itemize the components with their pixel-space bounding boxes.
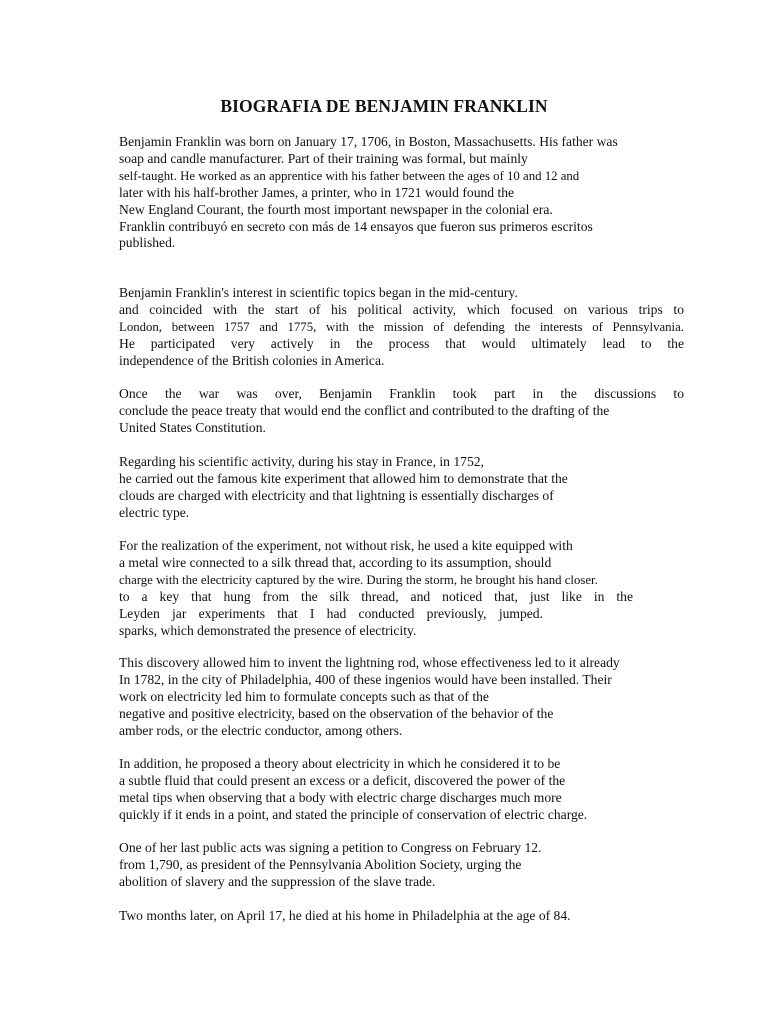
text-line: electric type. — [119, 504, 190, 520]
text-line: quickly if it ends in a point, and stated the principle of conservation of electric charge. — [119, 806, 588, 822]
paragraph-kite-experiment — [119, 454, 684, 522]
text-line: For the realization of the experiment, not without risk, he used a kite equipped with — [119, 538, 573, 553]
text-line: London, between 1757 and 1775, with the mission of defending the interests of Pennsylvania. — [119, 319, 684, 334]
text-line: sparks, which demonstrated the presence of electricity. — [119, 622, 417, 638]
text-line: soap and candle manufacturer. Part of their training was formal, but mainly — [119, 150, 528, 166]
text-line: self-taught. He worked as an apprentice with his father between the ages of 10 and 12 and — [119, 168, 580, 183]
text-line: metal tips when observing that a body with electric charge discharges much more — [119, 789, 562, 805]
text-line: Leyden jar experiments that I had conducted previously, jumped. — [119, 605, 543, 621]
text-line: Once the war was over, Benjamin Franklin took part in the discussions to — [119, 386, 684, 401]
paragraph-death — [119, 908, 684, 925]
paragraph-electricity-theory — [119, 756, 684, 824]
text-line: to a key that hung from the silk thread, and noticed that, just like in the — [119, 588, 633, 604]
text-line: New England Courant, the fourth most important newspaper in the colonial era. — [119, 201, 553, 217]
text-line: independence of the British colonies in America. — [119, 352, 385, 368]
paragraph-experiment-details — [119, 538, 684, 639]
text-line: Benjamin Franklin was born on January 17, 1706, in Boston, Massachusetts. His father was — [119, 134, 618, 149]
document-title: BIOGRAFIA DE BENJAMIN FRANKLIN — [220, 96, 548, 116]
text-line: a metal wire connected to a silk thread that, according to its assumption, should — [119, 554, 552, 570]
text-line: In 1782, in the city of Philadelphia, 400 of these ingenios would have been installed. Their — [119, 671, 612, 687]
text-line: negative and positive electricity, based on the observation of the behavior of the — [119, 705, 554, 721]
text-line: In addition, he proposed a theory about electricity in which he considered it to be — [119, 756, 561, 771]
text-line: work on electricity led him to formulate concepts such as that of the — [119, 688, 489, 704]
text-line: conclude the peace treaty that would end the conflict and contributed to the drafting of the — [119, 402, 610, 418]
text-line: amber rods, or the electric conductor, among others. — [119, 722, 403, 738]
text-line: from 1,790, as president of the Pennsylvania Abolition Society, urging the — [119, 856, 522, 872]
paragraph-peace-treaty — [119, 386, 684, 437]
text-line: One of her last public acts was signing a petition to Congress on February 12. — [119, 840, 542, 855]
text-line: published. — [119, 235, 176, 251]
paragraph-lightning-rod — [119, 655, 684, 740]
text-line: United States Constitution. — [119, 419, 266, 435]
text-line: Franklin contribuyó en secreto con más de 14 ensayos que fueron sus primeros escritos — [119, 218, 593, 234]
text-line: Two months later, on April 17, he died at his home in Philadelphia at the age of 84. — [119, 908, 571, 923]
text-line: clouds are charged with electricity and that lightning is essentially discharges of — [119, 487, 554, 503]
paragraph-birth — [119, 134, 684, 252]
text-line: a subtle fluid that could present an excess or a deficit, discovered the power of the — [119, 772, 566, 788]
text-line: Benjamin Franklin's interest in scientific topics began in the mid-century. — [119, 285, 518, 300]
paragraph-abolition — [119, 840, 684, 891]
paragraph-science-interest — [119, 285, 684, 370]
text-line: He participated very actively in the process that would ultimately lead to the — [119, 335, 684, 351]
text-line: Regarding his scientific activity, during his stay in France, in 1752, — [119, 454, 484, 469]
text-line: he carried out the famous kite experiment that allowed him to demonstrate that the — [119, 470, 568, 486]
text-line: charge with the electricity captured by the wire. During the storm, he brought his hand closer. — [119, 572, 598, 587]
text-line: and coincided with the start of his political activity, which focused on various trips to — [119, 301, 684, 317]
text-line: abolition of slavery and the suppression of the slave trade. — [119, 873, 436, 889]
text-line: later with his half-brother James, a printer, who in 1721 would found the — [119, 184, 515, 200]
text-line: This discovery allowed him to invent the lightning rod, whose effectiveness led to it already — [119, 655, 620, 670]
